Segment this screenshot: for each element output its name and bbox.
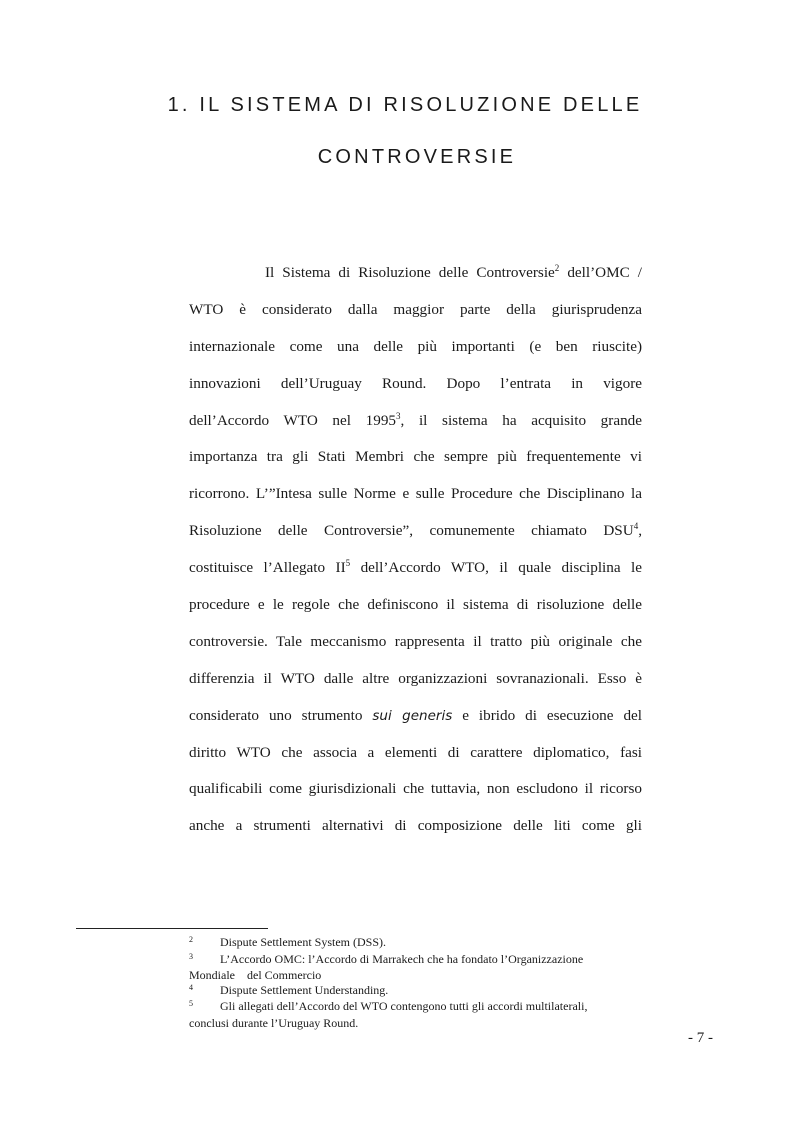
body-line-9: costituisce l’Allegato $II^5$ dell’Accordo WTO, il quale disciplina le xyxy=(189,558,642,577)
body-line-12: differenzia il WTO dalle altre organizzazioni sovranazionali. Esso è xyxy=(189,669,642,687)
footnote-5 xyxy=(189,999,642,1030)
footnote-text: L’Accordo OMC: l’Accordo di Marrakech che ha fondato l’Organizzazione xyxy=(220,951,584,966)
body-line-6: importanza tra gli Stati Membri che sempre più frequentemente vi xyxy=(189,448,642,466)
footnote-separator xyxy=(76,928,268,929)
footnote-text: Dispute Settlement Understanding. xyxy=(220,982,389,997)
body-line-4: innovazioni dell’Uruguay Round. Dopo l’entrata in vigore xyxy=(189,374,642,392)
chapter-title-line-1: 1. IL SISTEMA DI RISOLUZIONE DELLE xyxy=(167,94,643,116)
chapter-title-line-2: CONTROVERSIE xyxy=(317,146,517,168)
footnote-text-continued: Mondiale del Commercio xyxy=(189,968,322,982)
page-number: - 7 - xyxy=(688,1030,713,1046)
footnotes xyxy=(189,935,642,1030)
footnote-number: 4 xyxy=(189,982,193,992)
footnote-ref-4[interactable]: 4 xyxy=(633,521,639,532)
footnote-number: 3 xyxy=(189,951,193,961)
body-line-13: considerato uno strumento sui generis e ibrido di esecuzione del xyxy=(189,706,643,724)
footnote-number: 2 xyxy=(189,935,193,944)
body-line-16: anche a strumenti alternativi di composizione delle liti come gli xyxy=(189,817,642,835)
footnote-ref-2[interactable]: 2 xyxy=(554,263,560,273)
body-line-14: diritto WTO che associa a elementi di carattere diplomatico, fasi xyxy=(189,743,642,761)
footnote-number: 5 xyxy=(189,999,193,1008)
body-line-8: Risoluzione delle Controversie”, comunemente chiamato DSU$^4$, xyxy=(189,521,642,540)
body-line-5: dell’Accordo WTO nel 1995$^3$, il sistema ha acquisito grande xyxy=(189,410,642,429)
body-line-15: qualificabili come giurisdizionali che tuttavia, non escludono il ricorso xyxy=(189,780,642,798)
body-line-3: internazionale come una delle più importanti (e ben riuscite) xyxy=(189,337,642,355)
footnote-ref-3[interactable]: 3 xyxy=(396,410,401,421)
footnote-text: Dispute Settlement System (DSS). xyxy=(220,935,386,949)
footnote-4 xyxy=(189,983,642,1000)
footnote-2 xyxy=(189,935,642,952)
footnote-text: Gli allegati dell’Accordo del WTO contengono tutti gli accordi multilaterali, xyxy=(220,999,588,1013)
latin-term: sui generis xyxy=(372,707,453,724)
body-paragraph xyxy=(189,255,642,845)
footnote-3 xyxy=(189,952,642,983)
body-line-10: procedure e le regole che definiscono il sistema di risoluzione delle xyxy=(189,596,642,614)
body-line-7: ricorrono. L’”Intesa sulle Norme e sulle Procedure che Disciplinano la xyxy=(189,485,642,503)
body-line-1: Il Sistema di Risoluzione delle Controversie$^2$ dell’OMC / xyxy=(265,263,642,281)
body-line-11: controversie. Tale meccanismo rappresenta il tratto più originale che xyxy=(189,632,642,650)
body-line-2: WTO è considerato dalla maggior parte della giurisprudenza xyxy=(189,300,642,318)
footnote-ref-5[interactable]: 5 xyxy=(345,558,351,569)
footnote-text-continued: conclusi durante l’Uruguay Round. xyxy=(189,1015,359,1030)
